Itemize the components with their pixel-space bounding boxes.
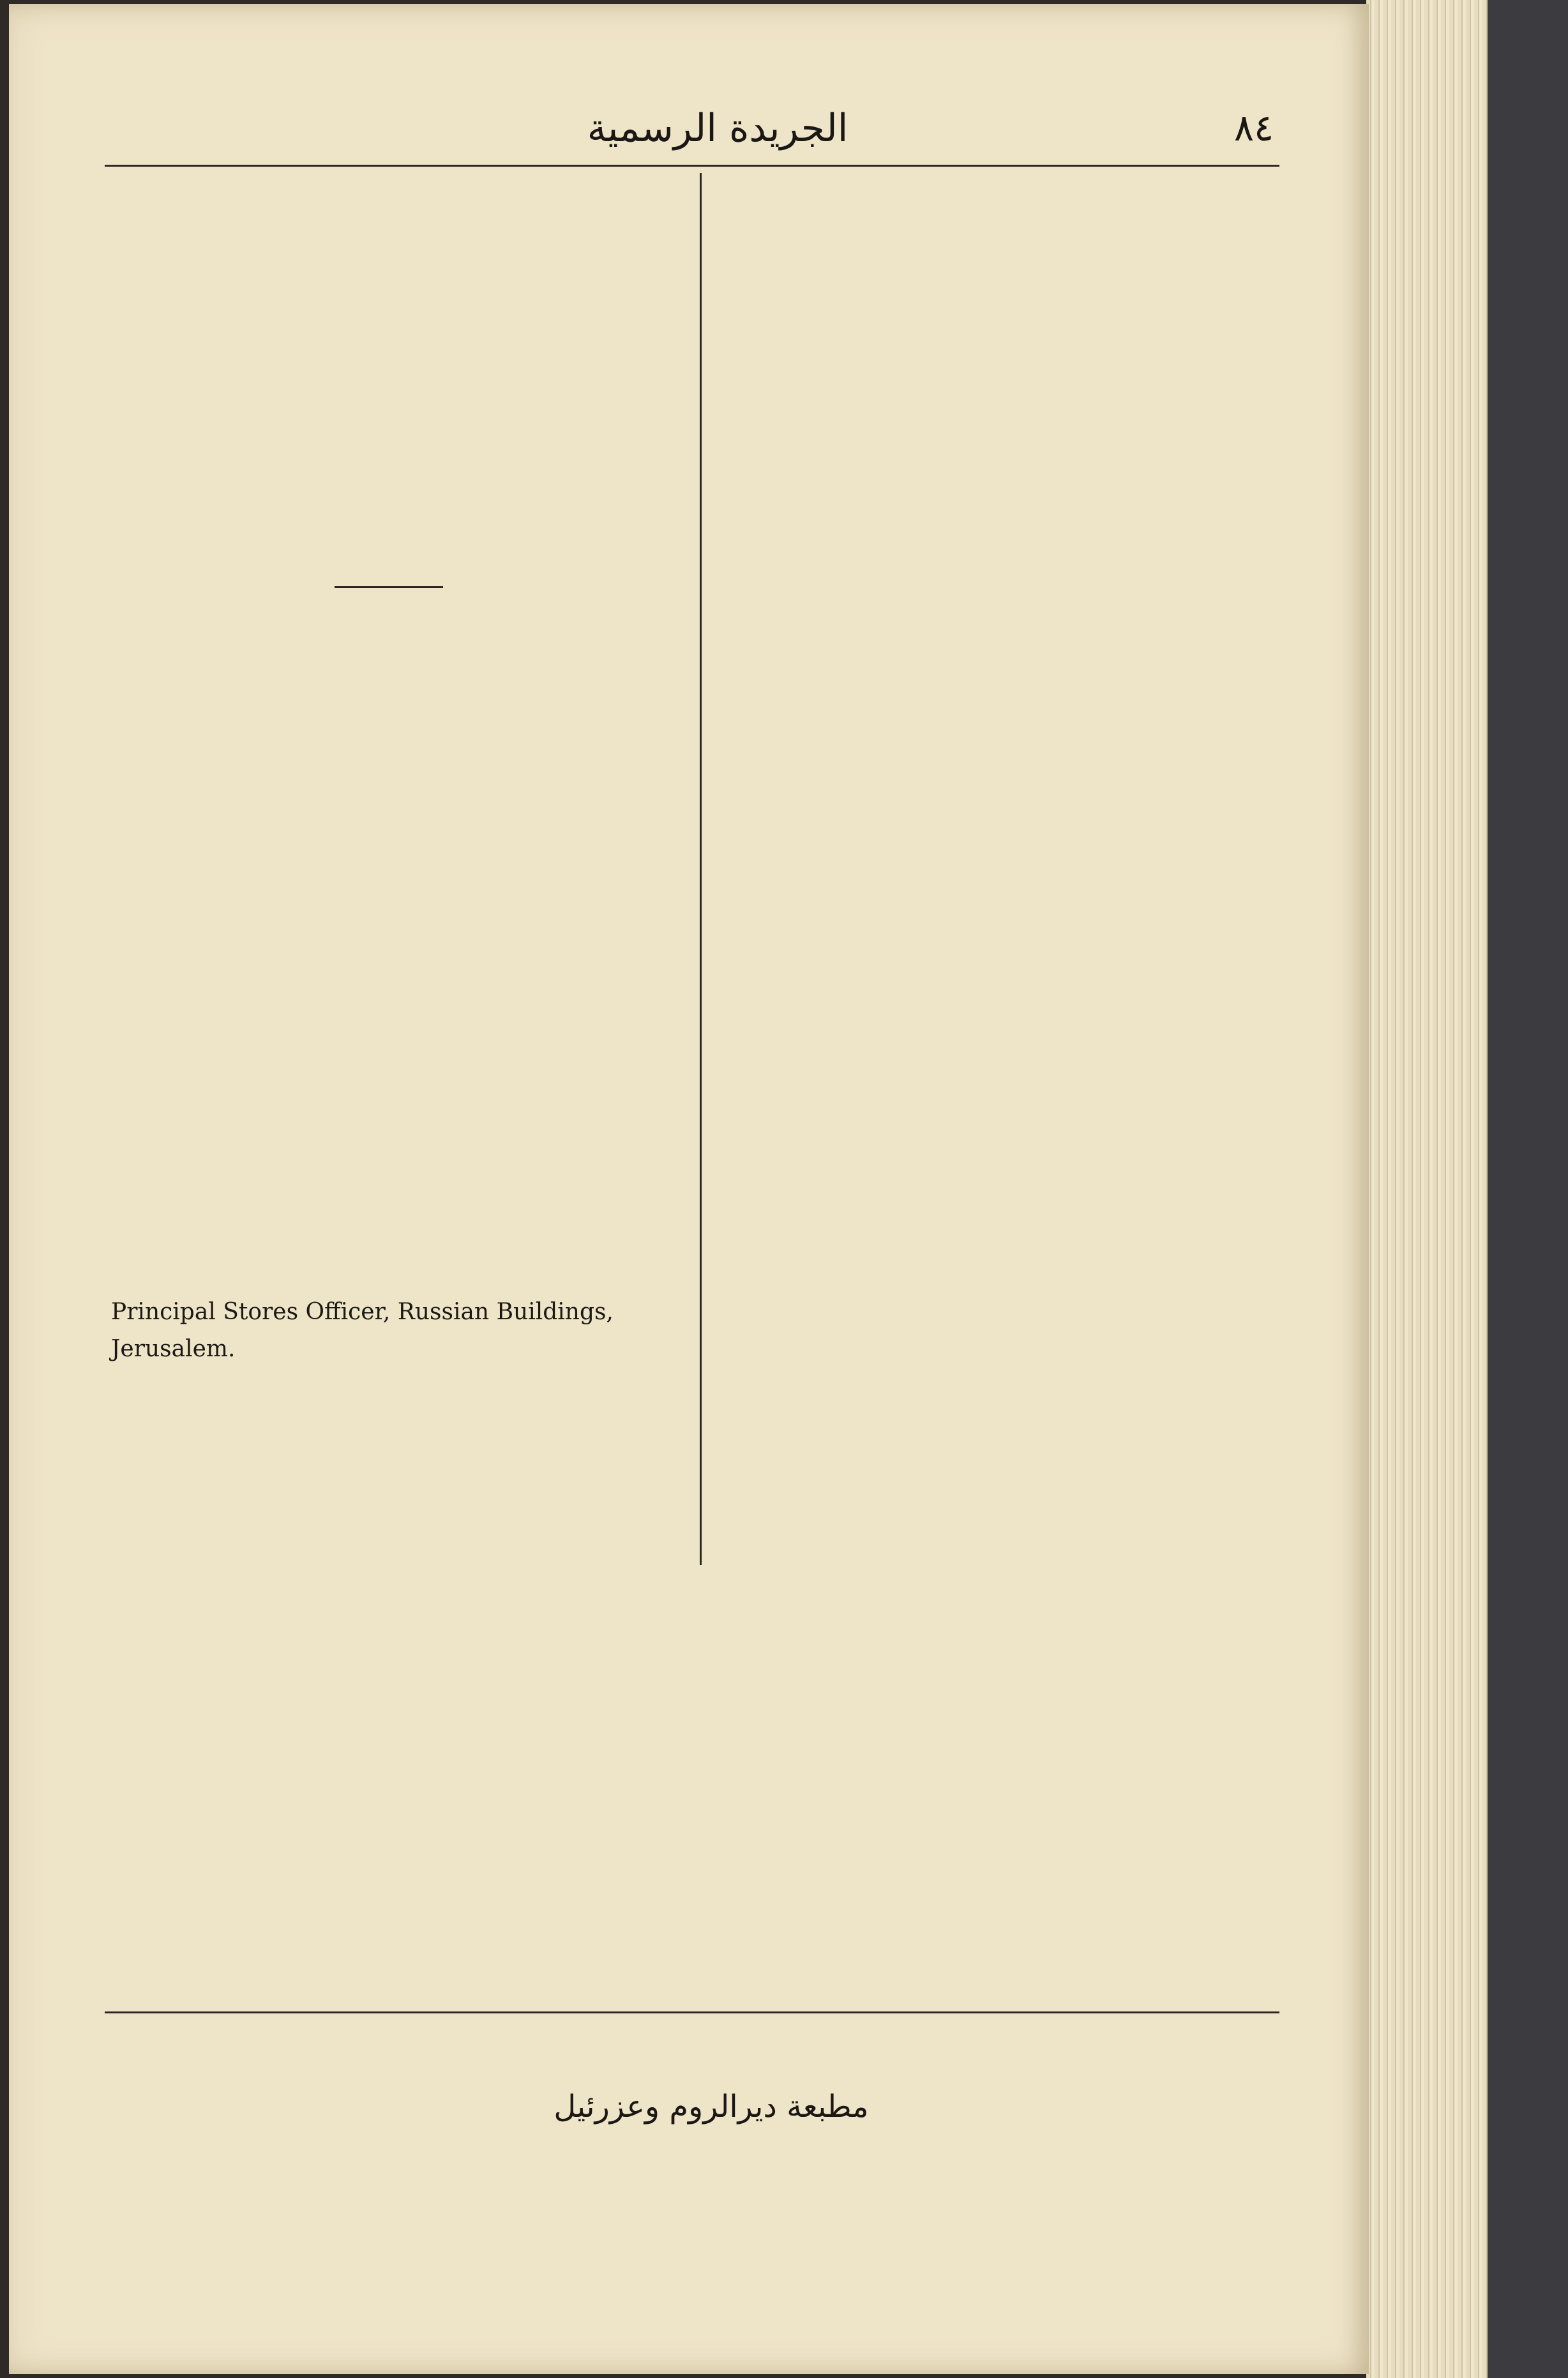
section-divider <box>335 586 443 588</box>
address-english: Principal Stores Officer, Russian Buildings, Jerusalem. <box>111 1299 614 1362</box>
page-number: ٨٤ <box>1233 106 1274 149</box>
book-spine <box>1488 0 1568 2378</box>
printer-line: مطبعة ديرالروم وعزرئيل <box>554 2089 869 2124</box>
column-divider <box>700 173 702 1565</box>
header-rule <box>105 165 1279 167</box>
page-edges <box>1366 0 1488 2378</box>
page-title: الجريدة الرسمية <box>587 106 848 151</box>
footer-rule <box>105 2011 1279 2013</box>
document-page <box>9 4 1369 2374</box>
